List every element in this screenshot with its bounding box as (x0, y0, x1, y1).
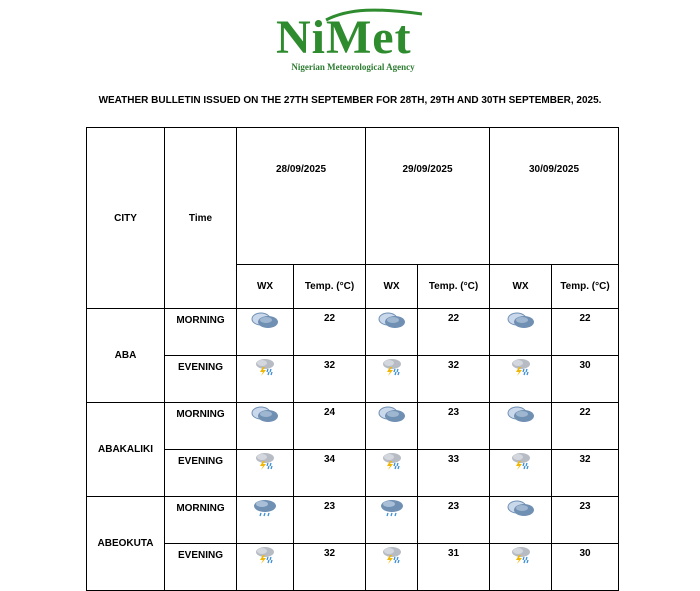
city-name: ABAKALIKI (87, 403, 165, 497)
weather-cell (237, 544, 294, 591)
thunderstorm-rain-icon (510, 358, 532, 379)
temperature-value: 32 (418, 356, 490, 403)
weather-cell (366, 309, 418, 356)
table-row (87, 544, 619, 591)
wx-header: WX (366, 265, 418, 309)
temperature-value: 22 (552, 309, 619, 356)
temperature-value: 22 (418, 309, 490, 356)
temperature-value: 33 (418, 450, 490, 497)
temp-header: Temp. (°C) (418, 265, 490, 309)
cloudy-icon (250, 405, 280, 426)
temperature-value: 32 (294, 544, 366, 591)
cloudy-icon (250, 311, 280, 332)
temperature-value: 22 (552, 403, 619, 450)
temperature-value: 32 (552, 450, 619, 497)
cloudy-icon (506, 311, 536, 332)
thunderstorm-rain-icon (510, 452, 532, 473)
thunderstorm-rain-icon (381, 546, 403, 567)
weather-cell (237, 403, 294, 450)
weather-cell (366, 403, 418, 450)
temperature-value: 24 (294, 403, 366, 450)
thunderstorm-rain-icon (381, 358, 403, 379)
rain-shower-icon (379, 499, 405, 522)
temperature-value: 23 (418, 497, 490, 544)
weather-cell (490, 309, 552, 356)
table-row (87, 356, 619, 403)
weather-cell (237, 309, 294, 356)
cloudy-icon (506, 499, 536, 520)
weather-cell (490, 450, 552, 497)
cloudy-icon (377, 311, 407, 332)
weather-cell (490, 497, 552, 544)
table-row (87, 450, 619, 497)
time-of-day: MORNING (165, 403, 237, 450)
time-header: Time (165, 128, 237, 309)
weather-cell (366, 544, 418, 591)
weather-cell (366, 497, 418, 544)
weather-cell (237, 497, 294, 544)
temperature-value: 34 (294, 450, 366, 497)
date-header: 29/09/2025 (366, 128, 490, 265)
cloudy-icon (506, 405, 536, 426)
logo-wordmark: NiMet (276, 11, 412, 64)
weather-cell (366, 450, 418, 497)
thunderstorm-rain-icon (510, 546, 532, 567)
nimet-logo (272, 8, 432, 74)
bulletin-title: WEATHER BULLETIN ISSUED ON THE 27TH SEPTEMBER FOR 28TH, 29TH AND 30TH SEPTEMBER, 2025. (98, 95, 602, 106)
time-of-day: MORNING (165, 497, 237, 544)
city-header: CITY (87, 128, 165, 309)
table-row (87, 403, 619, 450)
temperature-value: 22 (294, 309, 366, 356)
weather-cell (237, 450, 294, 497)
time-of-day: EVENING (165, 450, 237, 497)
temperature-value: 31 (418, 544, 490, 591)
weather-cell (366, 356, 418, 403)
thunderstorm-rain-icon (254, 358, 276, 379)
temperature-value: 23 (552, 497, 619, 544)
weather-cell (237, 356, 294, 403)
thunderstorm-rain-icon (381, 452, 403, 473)
wx-header: WX (237, 265, 294, 309)
weather-cell (490, 403, 552, 450)
temp-header: Temp. (°C) (294, 265, 366, 309)
thunderstorm-rain-icon (254, 546, 276, 567)
city-rows (87, 309, 619, 591)
date-header: 30/09/2025 (490, 128, 619, 265)
temperature-value: 30 (552, 356, 619, 403)
city-name: ABA (87, 309, 165, 403)
temperature-value: 30 (552, 544, 619, 591)
weather-cell (490, 544, 552, 591)
thunderstorm-rain-icon (254, 452, 276, 473)
forecast-table (86, 127, 619, 591)
temperature-value: 23 (294, 497, 366, 544)
temperature-value: 32 (294, 356, 366, 403)
date-header: 28/09/2025 (237, 128, 366, 265)
weather-cell (490, 356, 552, 403)
rain-shower-icon (252, 499, 278, 522)
table-row (87, 497, 619, 544)
time-of-day: MORNING (165, 309, 237, 356)
cloudy-icon (377, 405, 407, 426)
agency-name: Nigerian Meteorological Agency (291, 62, 415, 72)
temperature-value: 23 (418, 403, 490, 450)
city-name: ABEOKUTA (87, 497, 165, 591)
table-row (87, 309, 619, 356)
time-of-day: EVENING (165, 544, 237, 591)
wx-header: WX (490, 265, 552, 309)
time-of-day: EVENING (165, 356, 237, 403)
temp-header: Temp. (°C) (552, 265, 619, 309)
